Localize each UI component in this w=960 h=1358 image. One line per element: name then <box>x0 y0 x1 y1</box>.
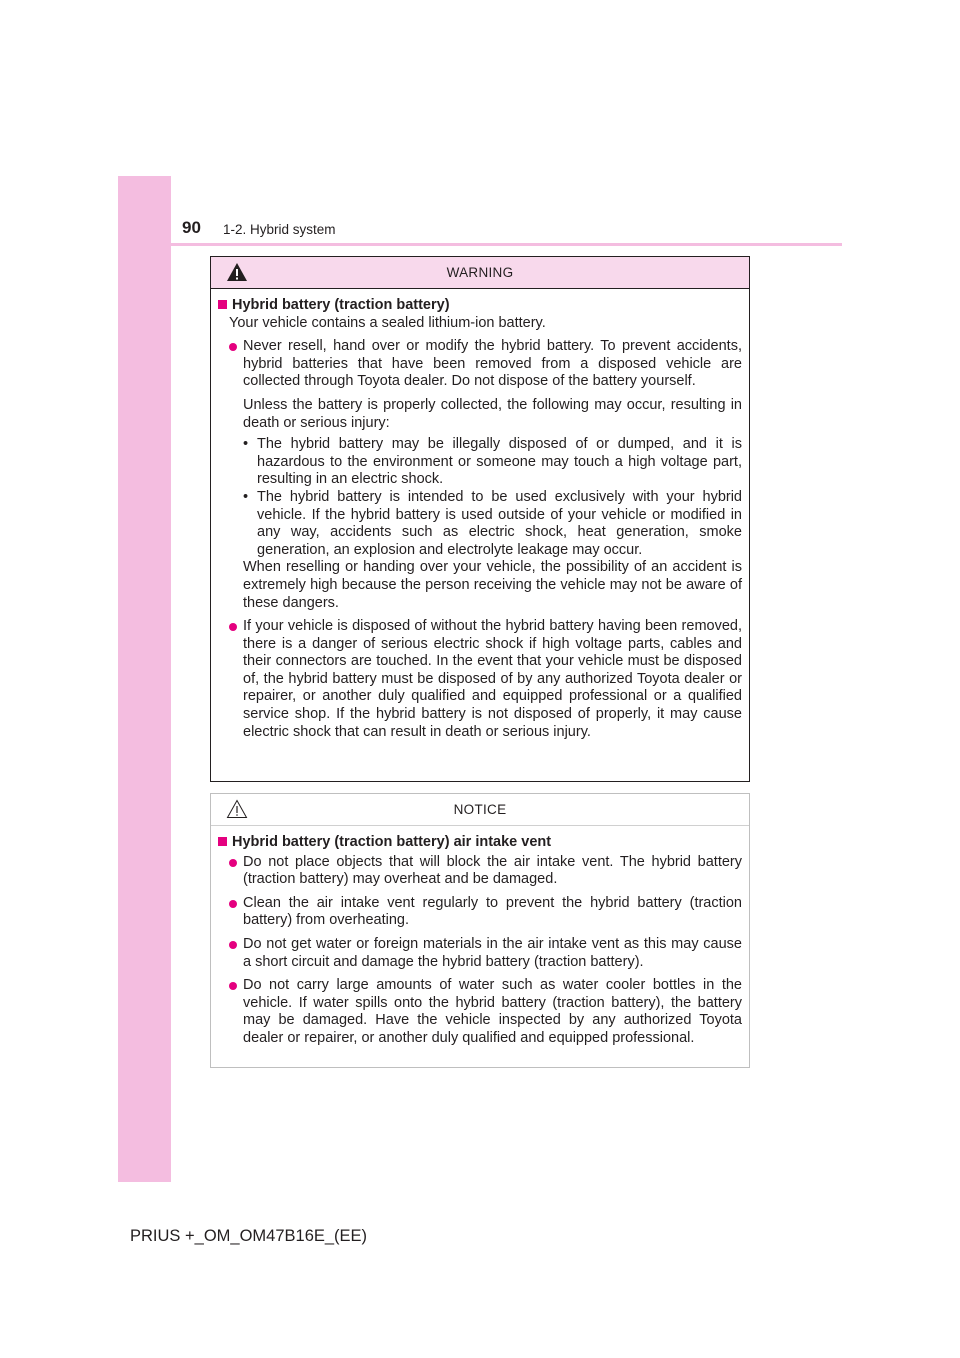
circle-bullet-icon <box>229 982 237 990</box>
warning-closing: When reselling or handing over your vehicle, the possibility of an accident is extremely high because the person receiving the vehicle may not be aware of these dangers. <box>243 559 742 611</box>
warning-header <box>211 257 749 289</box>
page-number: 90 <box>182 218 201 237</box>
circle-bullet-icon <box>229 859 237 867</box>
square-bullet-icon <box>218 837 227 846</box>
warning-bullet <box>229 618 742 741</box>
document-code: PRIUS +_OM_OM47B16E_(EE) <box>130 1227 368 1245</box>
warning-bullet-text: Never resell, hand over or modify the hybrid battery. To prevent accidents, hybrid batteries that have been removed from a disposed vehicle are collected through Toyota dealer. Do not dispose of the battery yourself. <box>243 338 742 390</box>
caution-triangle-icon <box>226 799 248 819</box>
warning-intro: Your vehicle contains a sealed lithium-ion battery. <box>229 314 546 331</box>
dot-marker-icon: • <box>243 488 249 505</box>
notice-bullet <box>229 854 742 889</box>
header-rule <box>118 243 842 246</box>
notice-bullet <box>229 895 742 930</box>
warning-triangle-icon <box>226 262 248 282</box>
notice-heading <box>218 834 742 852</box>
notice-bullet <box>229 936 742 971</box>
warning-label: WARNING <box>446 265 514 280</box>
warning-sub-item-text: The hybrid battery may be illegally disposed of or dumped, and it is hazardous to the environment or someone may touch a high voltage part, resulting in an electric shock. <box>257 436 742 488</box>
warning-sub-item <box>243 436 742 489</box>
notice-bullet-text: Clean the air intake vent regularly to prevent the hybrid battery (traction battery) from overheating. <box>243 894 742 929</box>
square-bullet-icon <box>218 300 227 309</box>
circle-bullet-icon <box>229 623 237 631</box>
section-title: 1-2. Hybrid system <box>223 222 336 237</box>
circle-bullet-icon <box>229 900 237 908</box>
notice-box <box>210 793 750 1068</box>
notice-bullet <box>229 977 742 1047</box>
warning-sub-item <box>243 489 742 559</box>
warning-heading-text: Hybrid battery (traction battery) <box>232 297 450 313</box>
dot-marker-icon: • <box>243 436 249 453</box>
warning-bullet-text: If your vehicle is disposed of without the hybrid battery having been removed, there is a danger of serious electric shock if high voltage parts, cables and their connectors are touched. In the event that your vehicle must be disposed of, the hybrid battery must be disposed of by any authorized Toyota dealer or repairer, or another duly qualified and equipped professional or a qualified service shop. If the hybrid battery is not disposed of properly, it may cause electric shock that can result in death or serious injury. <box>243 618 742 740</box>
circle-bullet-icon <box>229 941 237 949</box>
warning-heading <box>218 297 742 315</box>
notice-header <box>211 794 749 826</box>
warning-bullet <box>229 338 742 391</box>
notice-label: NOTICE <box>453 802 507 817</box>
warning-sub-list <box>218 436 742 559</box>
warning-followup: Unless the battery is properly collected, the following may occur, resulting in death or serious injury: <box>243 396 742 431</box>
notice-body <box>211 826 749 1048</box>
warning-body <box>211 289 749 741</box>
warning-sub-item-text: The hybrid battery is intended to be used exclusively with your hybrid vehicle. If the hybrid battery is used outside of your vehicle or modified in any way, accidents such as electric shock, heat generation, smoke generation, an explosion and electrolyte leakage may occur. <box>257 488 742 558</box>
circle-bullet-icon <box>229 343 237 351</box>
notice-bullet-text: Do not get water or foreign materials in the air intake vent as this may cause a short circuit and damage the hybrid battery (traction battery). <box>243 935 742 970</box>
notice-bullet-text: Do not place objects that will block the air intake vent. The hybrid battery (traction battery) may overheat and be damaged. <box>243 853 742 888</box>
warning-box <box>210 256 750 782</box>
notice-heading-text: Hybrid battery (traction battery) air intake vent <box>232 834 552 850</box>
side-tab-band <box>118 176 171 1182</box>
notice-bullet-text: Do not carry large amounts of water such as water cooler bottles in the vehicle. If water spills onto the hybrid battery (traction battery), the battery may be damaged. Have the vehicle inspected by any authorized Toyota dealer or repairer, or another duly qualified and equipped professional. <box>243 977 742 1046</box>
